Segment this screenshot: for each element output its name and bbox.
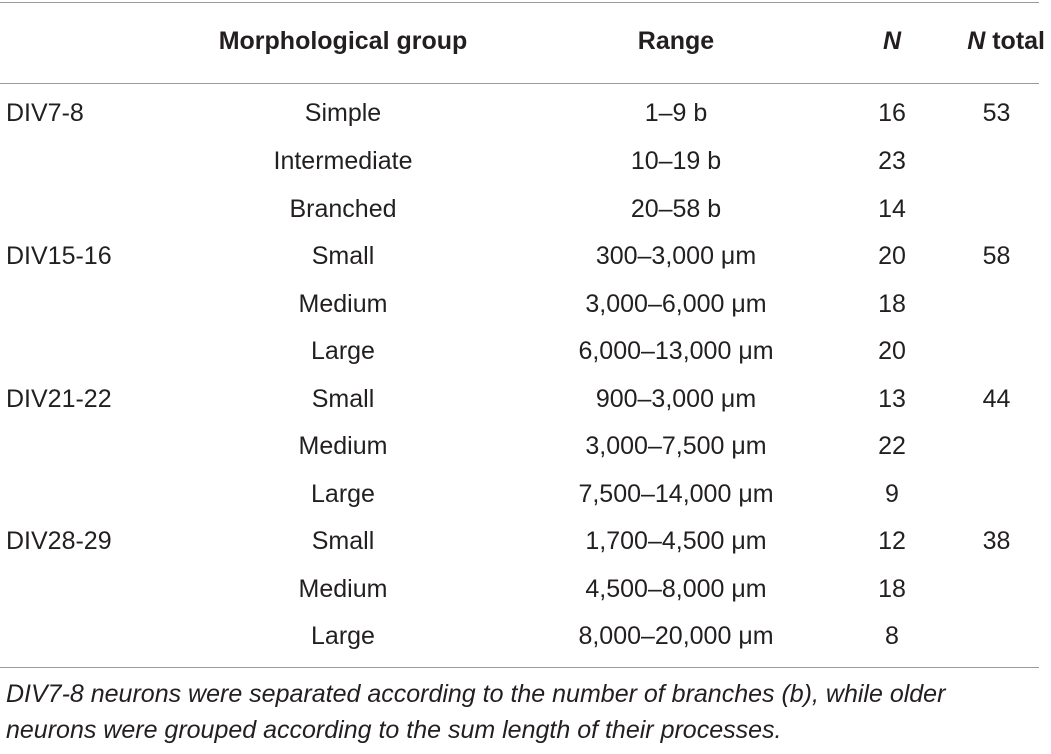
cell-n-total [942,186,1051,234]
table-row [0,328,1051,376]
table-body [0,83,1051,661]
cell-range: 7,500–14,000 μm [578,479,774,508]
cell-range: 3,000–6,000 μm [585,289,767,318]
cell-range: 10–19 b [630,147,722,176]
cell-n: 8 [885,622,899,651]
cell-morphological-group: Medium [298,289,388,318]
cell-range: 300–3,000 μm [595,242,757,271]
cell-morphological-group: Medium [298,574,388,603]
table-footnote: DIV7-8 neurons were separated according to the number of branches (b), while older neurons were grouped according to the sum length of their processes. [6,680,946,744]
cell-n: 22 [878,432,906,461]
table-bottom-rule [0,667,1039,668]
cell-div [0,423,176,471]
cell-div [0,613,176,661]
header-div [0,0,176,83]
cell-n-total [942,328,1051,376]
table-row [0,518,1051,566]
cell-n-total [942,281,1051,329]
cell-morphological-group: Small [311,384,375,413]
cell-n: 23 [878,147,906,176]
cell-div [0,471,176,519]
cell-range: 20–58 b [630,194,722,223]
cell-morphological-group: Large [311,479,375,508]
cell-morphological-group: Medium [298,432,388,461]
header-n-total-label: total [985,27,1045,55]
cell-n-total: 38 [982,527,1011,556]
table-row [0,233,1051,281]
cell-morphological-group: Intermediate [273,147,413,176]
cell-div [0,138,176,186]
cell-morphological-group: Simple [304,99,382,127]
cell-n-total [942,471,1051,519]
cell-div: DIV21-22 [6,384,112,413]
header-n: N [882,27,902,55]
table-row [0,471,1051,519]
table-row [0,186,1051,234]
header-range: Range [637,27,715,55]
cell-range: 6,000–13,000 μm [578,337,774,366]
table-header-row [0,0,1051,83]
cell-n-total: 58 [982,242,1011,271]
cell-range: 3,000–7,500 μm [585,432,767,461]
cell-n: 9 [885,479,899,508]
cell-n: 12 [878,527,906,556]
cell-n: 18 [878,574,906,603]
cell-n-total [942,566,1051,614]
cell-n: 18 [878,289,906,318]
header-morphological-group: Morphological group [218,27,468,55]
cell-div [0,328,176,376]
table-row [0,83,1051,138]
cell-div [0,281,176,329]
cell-n-total [942,138,1051,186]
cell-range: 4,500–8,000 μm [585,574,767,603]
cell-morphological-group: Small [311,242,375,271]
header-n-total-n: N [967,27,986,55]
cell-n: 16 [878,99,906,127]
cell-n: 20 [878,242,906,271]
cell-n-total [942,613,1051,661]
cell-range: 1–9 b [644,99,708,127]
cell-range: 900–3,000 μm [595,384,757,413]
cell-range: 8,000–20,000 μm [578,622,774,651]
cell-range: 1,700–4,500 μm [585,527,767,556]
table-row [0,281,1051,329]
cell-morphological-group: Large [311,337,375,366]
cell-n: 13 [878,384,906,413]
table-row [0,423,1051,471]
cell-morphological-group: Branched [289,194,397,223]
cell-n-total [942,423,1051,471]
table-row [0,613,1051,661]
cell-morphological-group: Large [311,622,375,651]
table-row [0,566,1051,614]
cell-n-total: 53 [982,99,1011,127]
header-n-total [942,0,1051,83]
cell-div [0,186,176,234]
cell-n: 14 [878,194,906,223]
cell-n-total: 44 [982,384,1011,413]
cell-div [0,566,176,614]
cell-n: 20 [878,337,906,366]
cell-div: DIV28-29 [6,527,112,556]
cell-div: DIV15-16 [6,242,112,271]
table-row [0,376,1051,424]
cell-morphological-group: Small [311,527,375,556]
cell-div: DIV7-8 [6,99,84,127]
table-row [0,138,1051,186]
